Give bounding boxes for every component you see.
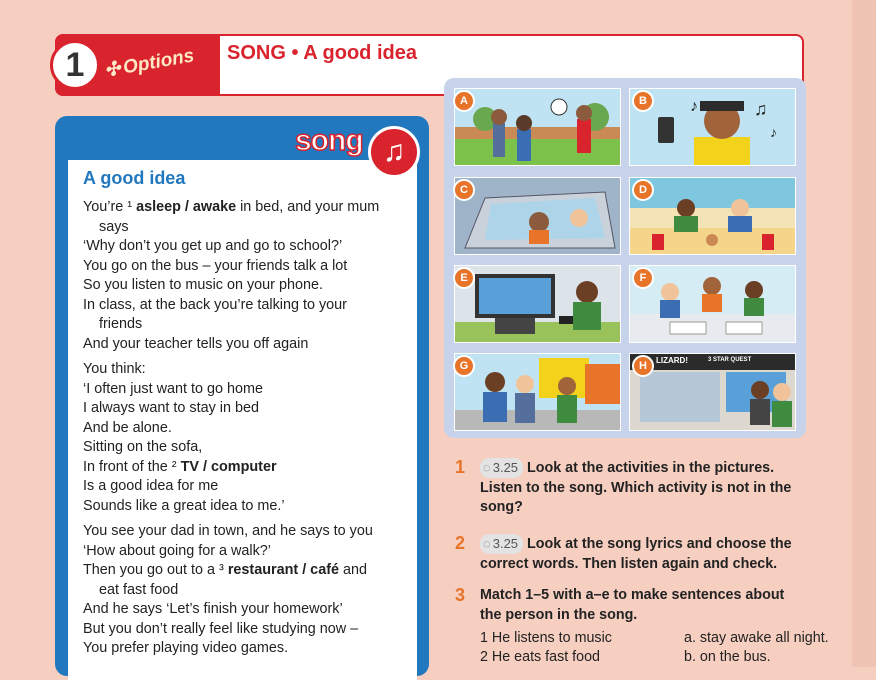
audio-icon: ◌ <box>483 536 491 551</box>
shop-sign-lizard: LIZARD! <box>656 356 688 365</box>
lyric-line: ‘I often just want to go home <box>83 380 263 397</box>
exercise-2 <box>455 534 835 574</box>
friends-eating-fastfood-icon <box>630 178 796 255</box>
lyric-line: In front of the ² TV / computer <box>83 458 277 475</box>
picture-e <box>454 265 621 343</box>
svg-text:♪: ♪ <box>690 98 698 115</box>
boy-listening-music-icon <box>630 89 796 166</box>
audio-track-badge[interactable] <box>480 458 523 478</box>
exercise-1 <box>455 458 835 522</box>
audio-track-badge[interactable] <box>480 534 523 554</box>
picture-b <box>629 88 796 166</box>
lyric-line: ‘Why don’t you get up and go to school?’ <box>83 238 343 254</box>
exercise-instruction: Listen to the song. Which activity is not in the <box>480 479 792 496</box>
lyric-line: Sitting on the sofa, <box>83 439 203 455</box>
picture-badge: B <box>632 90 654 112</box>
lyric-line: You prefer playing video games. <box>83 640 289 656</box>
lyric-line: eat fast food <box>99 581 179 598</box>
lyric-line: But you don’t really feel like studying now – <box>83 620 359 637</box>
picture-badge: H <box>632 355 654 377</box>
lyric-line: In class, at the back you’re talking to your <box>83 296 347 313</box>
lyric-line: Sounds like a great idea to me.’ <box>83 497 285 514</box>
exercise-number: 1 <box>455 457 466 477</box>
lyric-line: Then you go out to a ³ restaurant / café and <box>83 562 368 578</box>
match-item-right: b. on the bus. <box>684 649 771 665</box>
picture-g <box>454 353 621 431</box>
audio-track-number: 3.25 <box>492 536 519 551</box>
options-plus-icon: ✣ <box>102 58 123 82</box>
exercise-instruction: the person in the song. <box>480 606 638 623</box>
picture-badge: A <box>453 90 475 112</box>
match-item-right: a. stay awake all night. <box>684 630 829 646</box>
picture-badge: E <box>453 267 475 289</box>
page-title: SONG • A good idea <box>227 42 417 64</box>
audio-track-number: 3.25 <box>492 460 519 475</box>
unit-number-badge: 1 <box>50 40 100 90</box>
exercise-instruction: song? <box>480 499 523 515</box>
lyric-line: friends <box>99 316 143 332</box>
lyric-line: You see your dad in town, and he says to you <box>83 523 373 539</box>
song-badge-label: song <box>295 124 363 157</box>
exercise-number: 3 <box>455 585 466 605</box>
lyric-line: ‘How about going for a walk?’ <box>83 542 271 559</box>
match-item-left: 1 He listens to music <box>480 630 612 646</box>
music-note-icon: ♫ <box>368 126 420 178</box>
svg-text:♪: ♪ <box>770 124 777 140</box>
shop-sign-quest: 3 STAR QUEST <box>708 357 752 363</box>
picture-h <box>629 353 796 431</box>
audio-icon: ◌ <box>483 460 491 475</box>
lyric-line: And he says ‘Let’s finish your homework’ <box>83 601 343 617</box>
exercise-number: 2 <box>455 533 466 553</box>
picture-badge: F <box>632 267 654 289</box>
students-studying-icon <box>630 266 796 343</box>
exercise-instruction: correct words. Then listen again and check. <box>480 555 778 572</box>
lyric-line: says <box>99 218 129 235</box>
picture-f <box>629 265 796 343</box>
boys-at-shop-window-icon <box>630 354 796 431</box>
boy-playing-videogame-icon <box>455 266 621 343</box>
exercise-instruction: Look at the activities in the pictures. <box>527 460 775 476</box>
picture-c <box>454 177 621 255</box>
svg-text:♫: ♫ <box>754 99 768 119</box>
lyric-line: I always want to stay in bed <box>83 400 259 416</box>
options-text: Options <box>121 45 196 79</box>
picture-d <box>629 177 796 255</box>
page-edge <box>852 0 876 667</box>
picture-badge: C <box>453 179 475 201</box>
lyric-line: And be alone. <box>83 419 172 436</box>
car-journey-icon <box>455 178 621 255</box>
lyric-line: And your teacher tells you off again <box>83 335 309 352</box>
exercise-3 <box>455 586 835 626</box>
lyric-line: You’re ¹ asleep / awake in bed, and your mum <box>83 199 380 215</box>
exercise-instruction: Match 1–5 with a–e to make sentences about <box>480 587 785 603</box>
picture-badge: G <box>453 355 475 377</box>
song-title: A good idea <box>83 168 186 188</box>
boys-in-town-icon <box>455 354 621 431</box>
lyric-line: You go on the bus – your friends talk a lot <box>83 257 348 274</box>
lyric-line: You think: <box>83 361 146 377</box>
match-item-left: 2 He eats fast food <box>480 649 601 665</box>
song-lyrics <box>83 198 413 659</box>
picture-a <box>454 88 621 166</box>
boys-playing-football-icon <box>455 89 621 166</box>
lyric-line: So you listen to music on your phone. <box>83 277 323 293</box>
exercise-instruction: Look at the song lyrics and choose the <box>527 536 792 552</box>
picture-badge: D <box>632 179 654 201</box>
lyric-line: Is a good idea for me <box>83 478 219 494</box>
